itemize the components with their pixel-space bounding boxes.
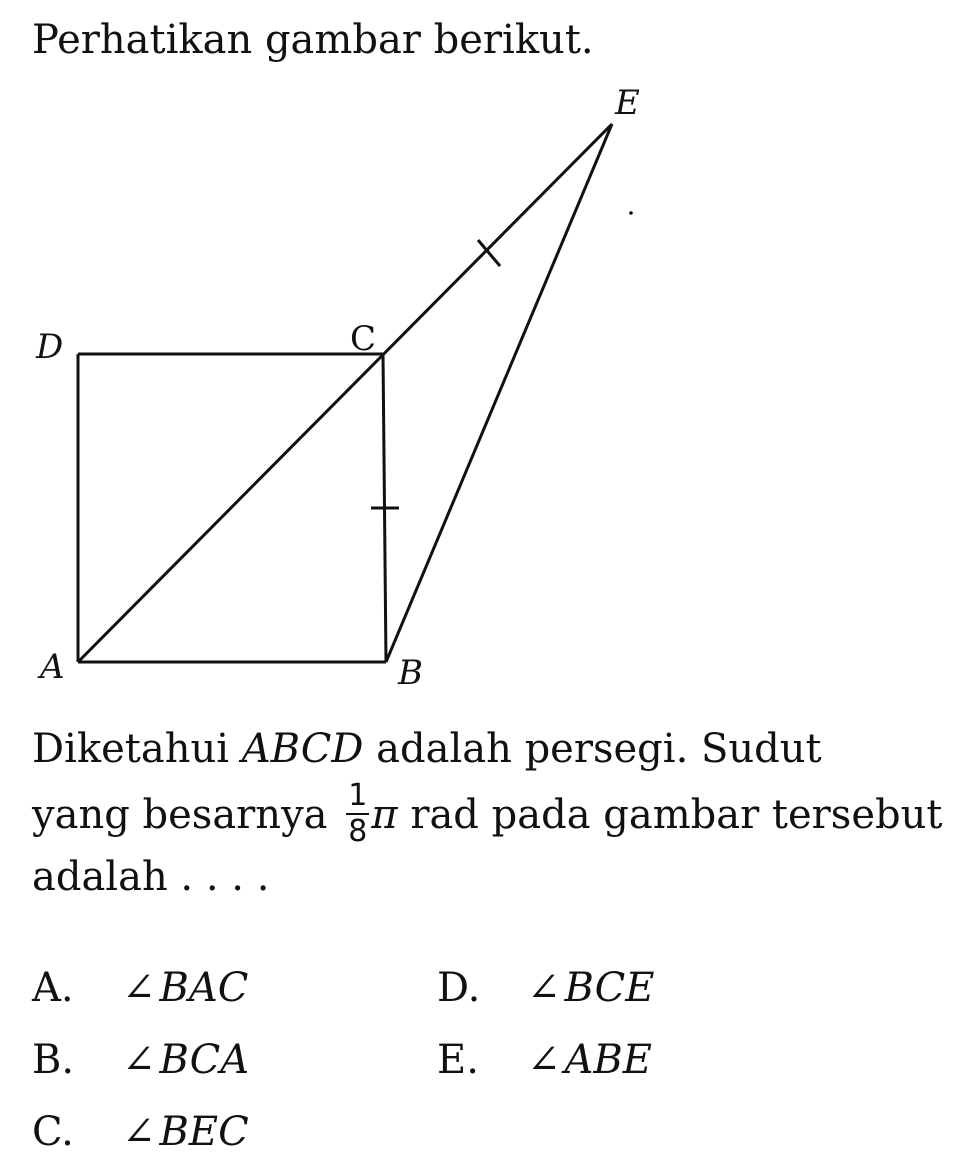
pi-symbol: π bbox=[371, 792, 398, 838]
question-line-3: adalah . . . . bbox=[32, 854, 270, 900]
option-e-letter: E. bbox=[437, 1037, 479, 1083]
label-A: A bbox=[40, 647, 65, 687]
fraction-numerator: 1 bbox=[348, 778, 368, 813]
option-a[interactable] bbox=[32, 965, 248, 1011]
question-line-2 bbox=[32, 778, 972, 849]
label-C: C bbox=[350, 319, 377, 359]
segment-BE bbox=[386, 124, 612, 662]
angle-symbol: ∠ bbox=[527, 965, 561, 1011]
segment-AE bbox=[78, 124, 612, 662]
option-b-letter: B. bbox=[32, 1037, 75, 1083]
angle-symbol: ∠ bbox=[122, 965, 156, 1011]
label-B: B bbox=[398, 653, 423, 693]
question-line2-prefix: yang besarnya bbox=[32, 792, 341, 838]
fraction-denominator: 8 bbox=[348, 814, 368, 849]
question-line-1 bbox=[32, 720, 972, 778]
angle-symbol: ∠ bbox=[122, 1109, 156, 1155]
fraction-one-eighth bbox=[346, 778, 369, 849]
option-b[interactable] bbox=[32, 1037, 249, 1083]
stray-dot bbox=[629, 211, 633, 215]
question-text bbox=[32, 720, 972, 906]
tick-mark-CE bbox=[478, 240, 500, 266]
angle-symbol: ∠ bbox=[122, 1037, 156, 1083]
option-c-value: BEC bbox=[159, 1109, 249, 1155]
option-a-letter: A. bbox=[32, 965, 74, 1011]
option-c-letter: C. bbox=[32, 1109, 74, 1155]
option-a-value: BAC bbox=[159, 965, 249, 1011]
angle-symbol: ∠ bbox=[527, 1037, 561, 1083]
option-e-value: ABE bbox=[564, 1037, 652, 1083]
option-d[interactable] bbox=[437, 965, 654, 1011]
question-line1-suffix: adalah persegi. Sudut bbox=[363, 726, 822, 772]
option-d-value: BCE bbox=[564, 965, 655, 1011]
question-line2-suffix: rad pada gambar tersebut bbox=[397, 792, 943, 838]
square-name: ABCD bbox=[241, 726, 364, 772]
question-line1-prefix: Diketahui bbox=[32, 726, 242, 772]
intro-text: Perhatikan gambar berikut. bbox=[32, 17, 594, 63]
label-D: D bbox=[36, 327, 64, 367]
option-b-value: BCA bbox=[159, 1037, 250, 1083]
option-e[interactable] bbox=[437, 1037, 652, 1083]
option-d-letter: D. bbox=[437, 965, 481, 1011]
label-E: E bbox=[615, 83, 640, 123]
option-c[interactable] bbox=[32, 1109, 249, 1155]
